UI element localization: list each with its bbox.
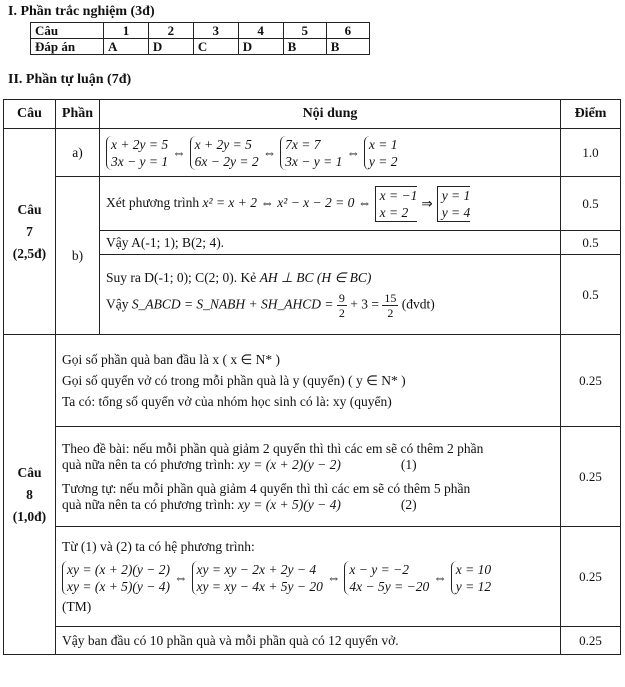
q8-label-line2: 8 xyxy=(26,486,33,502)
essay-answer-table xyxy=(3,99,621,655)
q8-r1-content: Gọi số phần quà ban đầu là x ( x ∈ N* ) Gọi số quyển vở có trong mỗi phần quà là y (quyển) ( y ∈ N* ) Ta có: tổng số quyển vở của nhóm học sinh có là: xy (quyển) xyxy=(55,335,560,427)
q7-b4-line: Vậy S_ABCD = S_NABH + SH_AHCD = $\frac{9}{2}$ + 3 = $\frac{15}{2}$ (đvdt) xyxy=(105,290,435,320)
mcq-answer-table xyxy=(30,22,370,55)
q8-row-1 xyxy=(4,335,621,427)
q8-r3-content: Từ (1) và (2) ta có hệ phương trình: xy = (x + 2)(y − 2) xy = (x + 5)(y − 4) ⇔ xy = xy − 2x + 2y − 4 xy = xy − 4x + 5y − 20 ⇔ x − y = −2 4x − 5y = −20 ⇔ x = 10 y = 12 (TM) xyxy=(55,527,560,627)
q8-r3-points: 0.25 xyxy=(561,527,621,627)
part1-title: I. Phần trắc nghiệm (3đ) xyxy=(8,4,155,19)
mcq-a5: B xyxy=(283,39,326,55)
fraction-9-2: $\frac{9}{2}$ xyxy=(338,290,345,320)
q7-label-line3: (2,5đ) xyxy=(12,245,47,261)
implies-symbol: ⇒ xyxy=(421,195,433,211)
q7-label-cell xyxy=(4,129,56,335)
q8-system-chain: xy = (x + 2)(y − 2) xy = (x + 5)(y − 4) ⇔ xy = xy − 2x + 2y − 4 xy = xy − 4x + 5y − 20 ⇔ x − y = −2 4x − 5y = −20 ⇔ x = 10 y = 12 xyxy=(62,561,554,595)
q7-b1-text: Xét phương trình xyxy=(105,194,200,210)
mcq-a1: A xyxy=(104,39,149,55)
q7-row-a xyxy=(4,129,621,177)
q8-row-4 xyxy=(4,627,621,655)
q7-b2-points: 0.5 xyxy=(561,231,621,255)
mcq-a3: C xyxy=(193,39,238,55)
mcq-q1: 1 xyxy=(104,23,149,39)
q8-system1: xy = (x + 2)(y − 2) xy = (x + 5)(y − 4) xyxy=(62,561,170,595)
q8-r1-points: 0.25 xyxy=(561,335,621,427)
q8-system2: xy = xy − 2x + 2y − 4 xy = xy − 4x + 5y − 20 xyxy=(192,561,323,595)
q7-a-system3: 7x = 7 3x − y = 1 xyxy=(280,136,342,170)
header-phan: Phần xyxy=(55,100,99,129)
q7-b3-line: Suy ra D(-1; 0); C(2; 0). Kẻ AH ⊥ BC (H ∈ BC) xyxy=(105,269,372,285)
q7-part-b: b) xyxy=(55,177,99,335)
mcq-header-label: Câu xyxy=(31,23,104,39)
mcq-a6: B xyxy=(326,39,369,55)
q7-b1-math: x² = x + 2 ⇔ x² − x − 2 = 0 ⇔ xyxy=(202,194,372,210)
q7-a-system2: x + 2y = 5 6x − 2y = 2 xyxy=(190,136,259,170)
mcq-answer-label: Đáp án xyxy=(31,39,104,55)
q7-a-content xyxy=(99,129,560,177)
q7-a-system1: x + 2y = 5 3x − y = 1 xyxy=(106,136,168,170)
q7-b1-content xyxy=(99,177,560,231)
q7-b2-text: Vậy A(-1; 1); B(2; 4). xyxy=(99,231,560,255)
fraction-15-2: $\frac{15}{2}$ xyxy=(384,290,397,320)
q8-label-line1: Câu xyxy=(17,464,42,480)
mcq-q6: 6 xyxy=(326,23,369,39)
q7-b1-points: 0.5 xyxy=(561,177,621,231)
header-diem: Điểm xyxy=(561,100,621,129)
q8-r2-points: 0.25 xyxy=(561,427,621,527)
mcq-q2: 2 xyxy=(148,23,193,39)
q8-r2-content: Theo đề bài: nếu mỗi phần quà giảm 2 quyển thì thì các em sẽ có thêm 2 phần quà nữa nên ta có phương trình: xy = (x + 2)(y − 2) (1) Tương tự: nếu mỗi phần quà giảm 4 quyển thì thì các em sẽ có thêm 5 phần quà nữa nên ta có phương trình: xy = (x + 5)(y − 4) (2) xyxy=(55,427,560,527)
equiv-symbol: ⇔ xyxy=(262,144,277,160)
mcq-q5: 5 xyxy=(283,23,326,39)
q8-row-2 xyxy=(4,427,621,527)
mcq-q3: 3 xyxy=(193,23,238,39)
q8-r4-points: 0.25 xyxy=(561,627,621,655)
q7-a-points: 1.0 xyxy=(561,129,621,177)
q7-label-line2: 7 xyxy=(26,223,33,239)
q8-r4-text: Vậy ban đầu có 10 phần quà và mỗi phần quà có 12 quyển vở. xyxy=(55,627,560,655)
mcq-answer-row xyxy=(31,39,370,55)
q7-row-b1 xyxy=(4,177,621,231)
mcq-a2: D xyxy=(148,39,193,55)
mcq-a4: D xyxy=(238,39,283,55)
q8-label-cell xyxy=(4,335,56,655)
equiv-symbol: ⇔ xyxy=(172,144,186,160)
q7-b3-content xyxy=(99,255,560,335)
header-row xyxy=(4,100,621,129)
q8-system4: x = 10 y = 12 xyxy=(451,561,491,595)
q8-system3: x − y = −2 4x − 5y = −20 xyxy=(344,561,429,595)
q7-b1-roots: x = −1 x = 2 xyxy=(375,186,418,222)
q8-label-line3: (1,0đ) xyxy=(12,508,47,524)
header-noi-dung: Nội dung xyxy=(99,100,560,129)
q8-row-3 xyxy=(4,527,621,627)
part2-title: II. Phần tự luận (7đ) xyxy=(8,72,132,87)
q7-part-a: a) xyxy=(55,129,99,177)
header-cau: Câu xyxy=(4,100,56,129)
q7-b34-points: 0.5 xyxy=(561,255,621,335)
mcq-q4: 4 xyxy=(238,23,283,39)
q7-label-line1: Câu xyxy=(17,201,42,217)
q7-a-system4: x = 1 y = 2 xyxy=(364,136,398,170)
q7-b1-y-values: y = 1 y = 4 xyxy=(437,186,471,222)
mcq-question-row xyxy=(31,23,370,39)
equiv-symbol: ⇔ xyxy=(346,144,360,160)
